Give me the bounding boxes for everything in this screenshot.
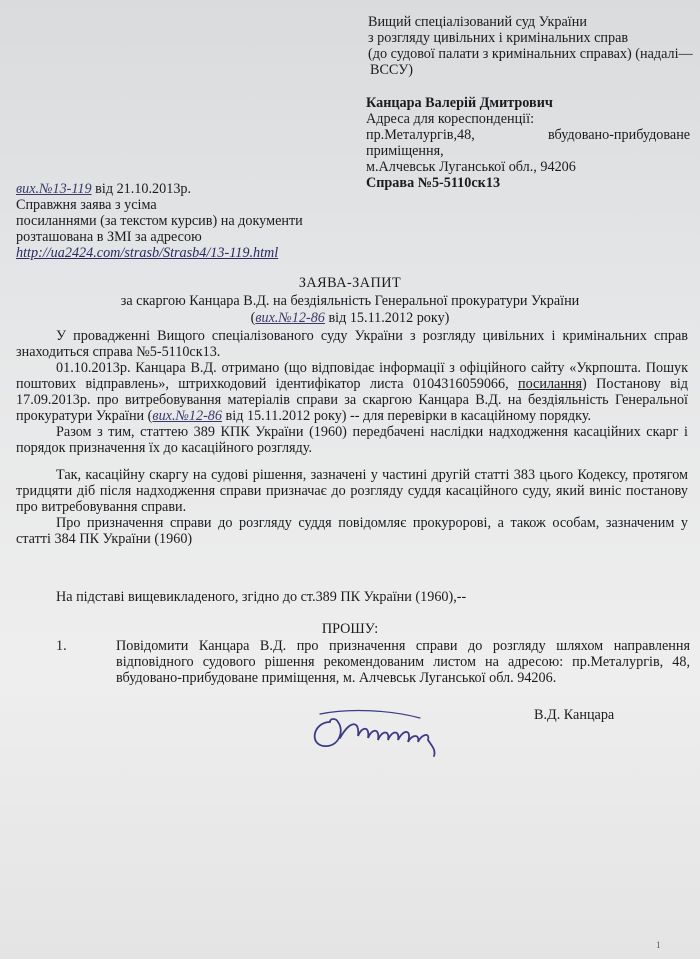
body-ref-link[interactable]: вих.№12-86 (152, 408, 222, 424)
reference-note-1: Справжня заява з усіма (16, 197, 157, 213)
handwritten-signature (300, 700, 470, 760)
basis-line: На підставі вищевикладеного, згідно до ст.389 ПК України (1960),-- (56, 589, 467, 605)
addressee-line-2: з розгляду цивільних і кримінальних справ (368, 30, 629, 46)
body-text (16, 328, 688, 547)
addressee-line-4: ВССУ) (370, 62, 413, 78)
document-title: ЗАЯВА-ЗАПИТ (298, 275, 402, 291)
document-subtitle-ref: (вих.№12-86 від 15.11.2012 року) (250, 310, 450, 326)
paragraph-5: Про призначення справи до розгляду суддя повідомляє прокуророві, а також особам, зазначеним у статті 384 ПК України (1960) (16, 515, 688, 547)
reference-note-2: посиланнями (за текстом курсив) на документи (16, 213, 303, 229)
reference-note-3: розташована в ЗМІ за адресою (16, 229, 202, 245)
paragraph-4: Так, касаційну скаргу на судові рішення, зазначені у частині другій статті 383 цього Кодексу, протягом тридцяти діб після надходження справи призначає до розгляду суддя касаційного суду, який виніс постанову про витребовування справи. (16, 467, 688, 515)
document-subtitle: за скаргою Канцара В.Д. на бездіяльність Генеральної прокуратури України (120, 293, 580, 309)
sender-address-label: Адреса для кореспонденції: (366, 111, 535, 127)
subtitle-ref-link[interactable]: вих.№12-86 (255, 310, 325, 326)
addressee-line-1: Вищий спеціалізований суд України (368, 14, 587, 30)
sender-block (366, 95, 696, 191)
reference-block (16, 181, 316, 261)
request-item-text: Повідомити Канцара В.Д. про призначення справи до розгляду шляхом направлення відповідного судового рішення рекомендованим листом на адресою: пр.Металургів, 48, вбудовано-прибудоване приміщення, м. Алчевськ Луганської обл. 94206. (116, 638, 690, 686)
reference-url-link[interactable]: http://ua2424.com/strasb/Strasb4/13-119.html (16, 245, 279, 261)
outgoing-reference: вих.№13-119 від 21.10.2013р. (16, 181, 192, 197)
sender-address-line-2: приміщення, (366, 143, 444, 159)
addressee-line-3: (до судової палати з кримінальних справах) (надалі— (368, 46, 693, 62)
posylannia-link[interactable]: посилання (518, 376, 583, 392)
sender-name: Канцара Валерій Дмитрович (366, 95, 553, 111)
paragraph-1: У провадженні Вищого спеціалізованого суду України з розгляду цивільних і кримінальних справ знаходиться справа №5-5110ск13. (16, 328, 688, 360)
page-number: 1 (656, 940, 661, 950)
sender-address-line-1: пр.Металургів,48, вбудовано-прибудоване (366, 127, 691, 143)
request-item-number: 1. (56, 638, 67, 654)
paragraph-2: 01.10.2013р. Канцара В.Д. отримано (що відповідає інформації з офіційного сайту «Укрпошта. Пошук поштових відправлень», штрихкодовий ідентифікатор листа 0104316059066, посилання) Постанову від 17.09.2013р. про витребовування матеріалів справи за скаргою Канцара В.Д. на бездіяльність Генеральної прокуратури України (вих.№12-86 від 15.11.2012 року) -- для перевірки в касаційному порядку. (16, 360, 688, 424)
case-number: Справа №5-5110ск13 (366, 175, 501, 191)
sender-address-line-3: м.Алчевськ Луганської обл., 94206 (366, 159, 576, 175)
outgoing-number-link[interactable]: вих.№13-119 (16, 181, 92, 197)
signatory-name: В.Д. Канцара (534, 707, 615, 723)
request-heading: ПРОШУ: (321, 621, 379, 637)
addressee-block (368, 14, 693, 78)
paragraph-3: Разом з тим, статтею 389 КПК України (1960) передбачені наслідки надходження касаційних скарг і порядок призначення їх до касаційного розгляду. (16, 424, 688, 456)
